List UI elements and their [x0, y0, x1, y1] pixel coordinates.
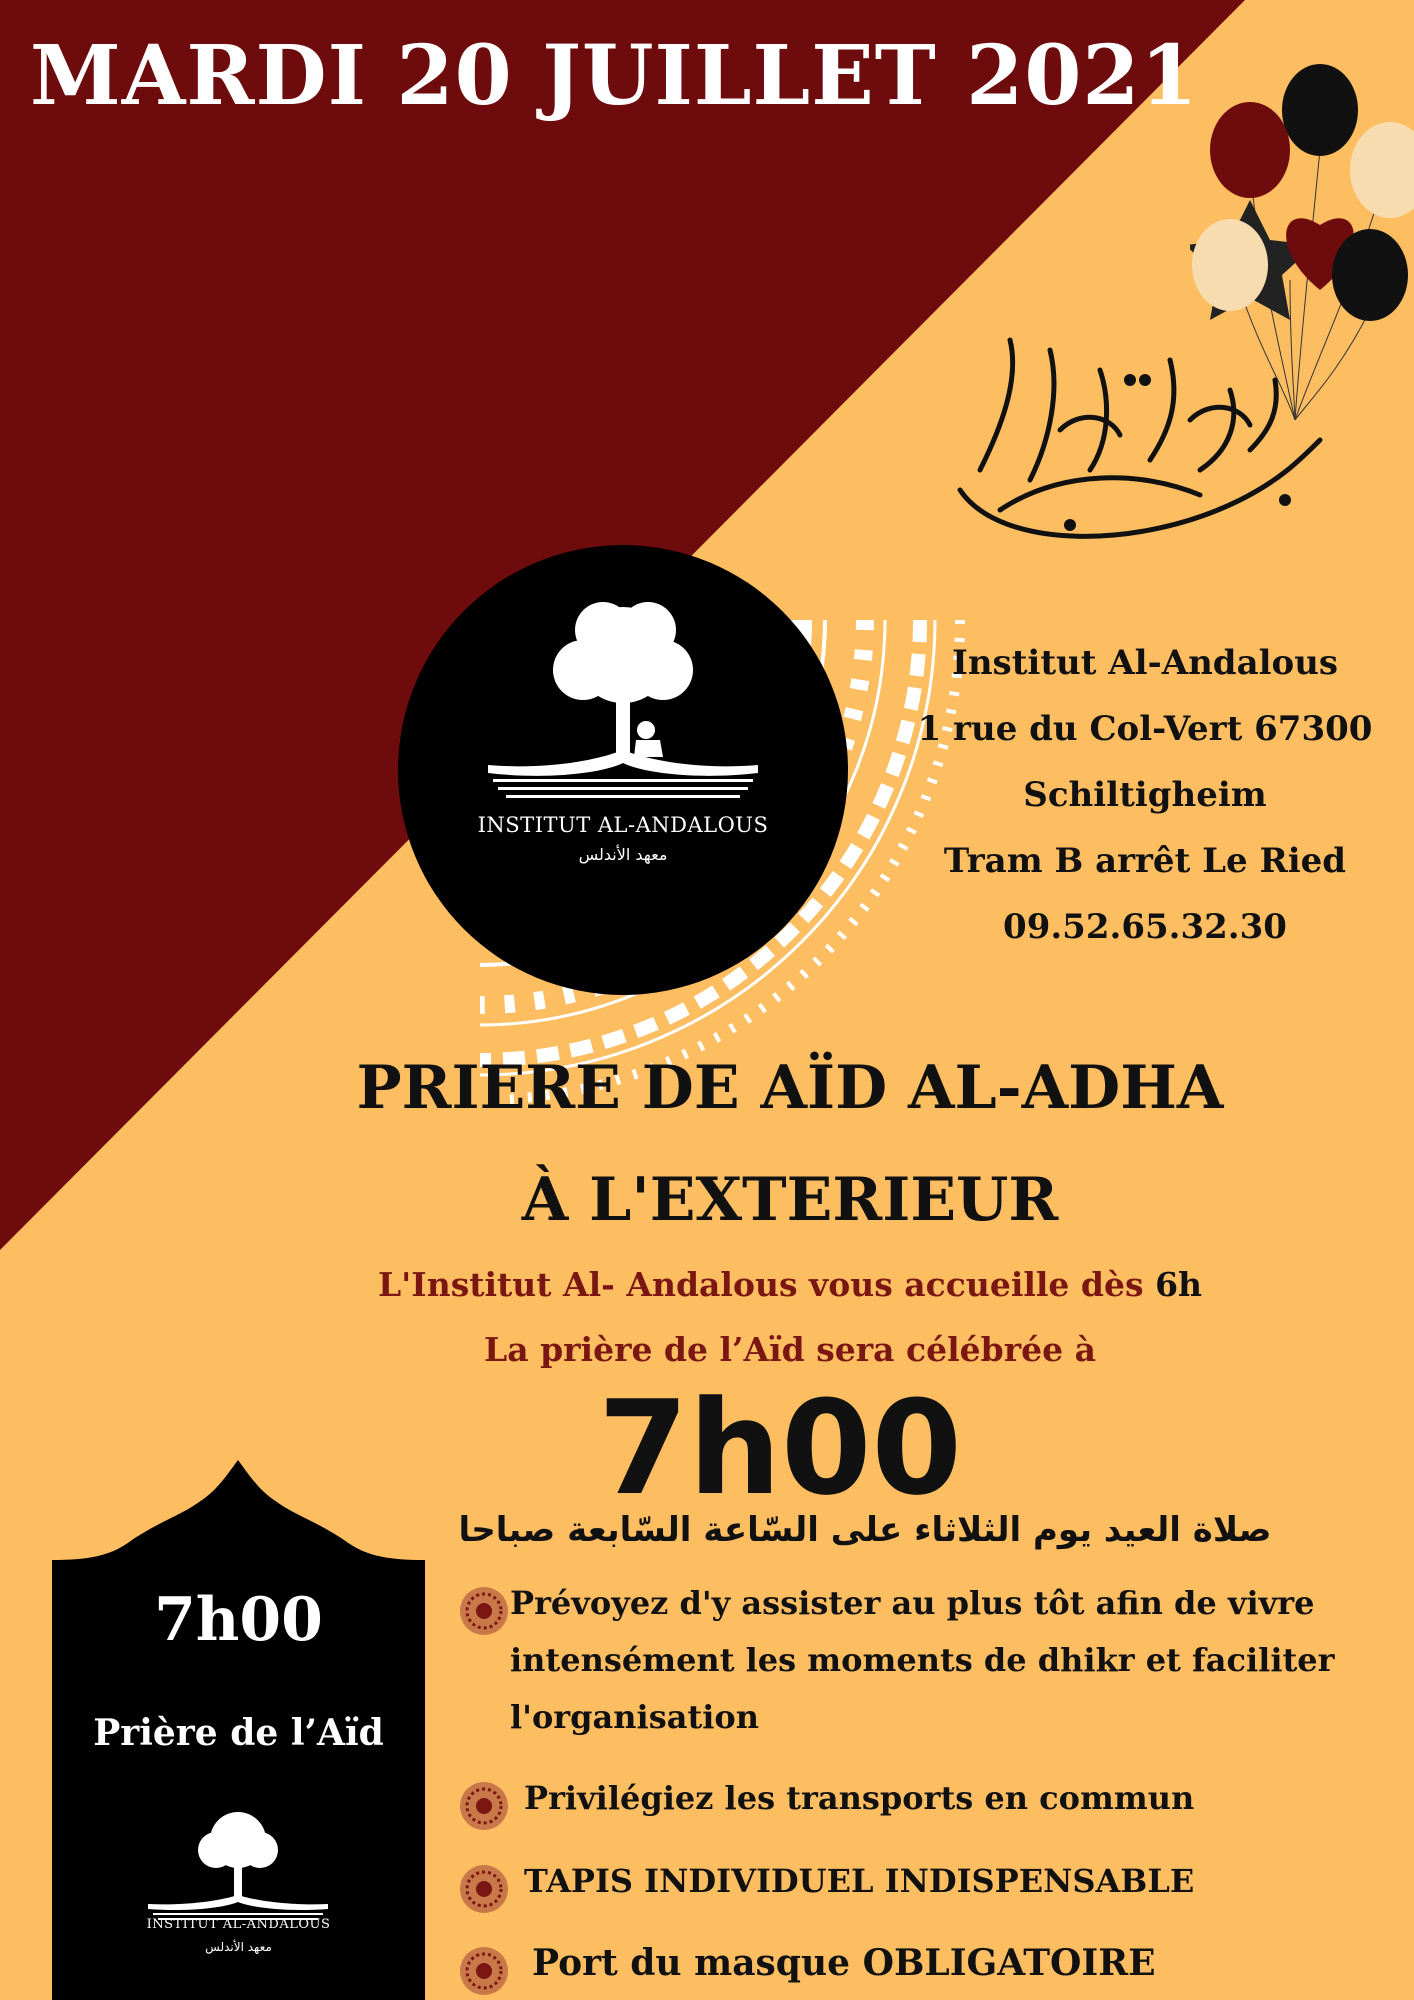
- address-line: Schiltigheim: [1023, 775, 1267, 815]
- rosette-icon: [458, 1585, 510, 1637]
- list-item-line: l'organisation: [510, 1698, 759, 1736]
- event-date: MARDI 20 JUILLET 2021: [30, 28, 1199, 124]
- headline: [230, 1032, 1350, 1256]
- logo-arabic: معهد الأندلس: [578, 845, 668, 864]
- list-item-line: Port du masque OBLIGATOIRE: [532, 1942, 1156, 1984]
- eid-calligraphy-image: [940, 320, 1340, 560]
- tree-book-icon: [398, 545, 848, 995]
- welcome-line: [200, 1265, 1380, 1304]
- arch-logo-arabic: معهد الأندلس: [205, 1940, 272, 1954]
- arabic-note: صلاة العيد يوم الثلاثاء على السّاعة السّابعة صباحا: [458, 1510, 1272, 1550]
- headline-line-1: PRIERE DE AÏD AL-ADHA: [356, 1053, 1224, 1123]
- rosette-icon: [458, 1780, 510, 1832]
- logo-name: INSTITUT AL-ANDALOUS: [477, 813, 769, 837]
- list-item-line: Prévoyez d'y assister au plus tôt afin de vivre: [510, 1584, 1315, 1622]
- prayer-time: 7h00: [598, 1372, 962, 1524]
- list-item-line: TAPIS INDIVIDUEL INDISPENSABLE: [524, 1862, 1195, 1900]
- rosette-icon: [458, 1863, 510, 1915]
- address-line: Tram B arrêt Le Ried: [943, 841, 1347, 881]
- address-block: [880, 630, 1410, 960]
- welcome-text: L'Institut Al- Andalous vous accueille dès: [377, 1265, 1144, 1304]
- headline-line-2: À L'EXTERIEUR: [521, 1165, 1059, 1235]
- list-item-line: Privilégiez les transports en commun: [524, 1779, 1195, 1817]
- address-line: Institut Al-Andalous: [951, 643, 1339, 683]
- address-line: 1 rue du Col-Vert 67300: [917, 709, 1373, 749]
- arch-logo-name: INSTITUT AL-ANDALOUS: [146, 1917, 331, 1932]
- celebration-text: La prière de l’Aïd sera célébrée à: [484, 1330, 1096, 1369]
- institute-logo: [398, 545, 848, 995]
- list-item-line: intensément les moments de dhikr et faciliter: [510, 1641, 1335, 1679]
- welcome-time: 6h: [1155, 1265, 1203, 1304]
- rosette-icon: [458, 1945, 510, 1997]
- arch-prayer-label: Prière de l’Aïd: [93, 1712, 384, 1754]
- arch-prayer-time: 7h00: [154, 1585, 323, 1655]
- phone-number: 09.52.65.32.30: [1003, 907, 1287, 947]
